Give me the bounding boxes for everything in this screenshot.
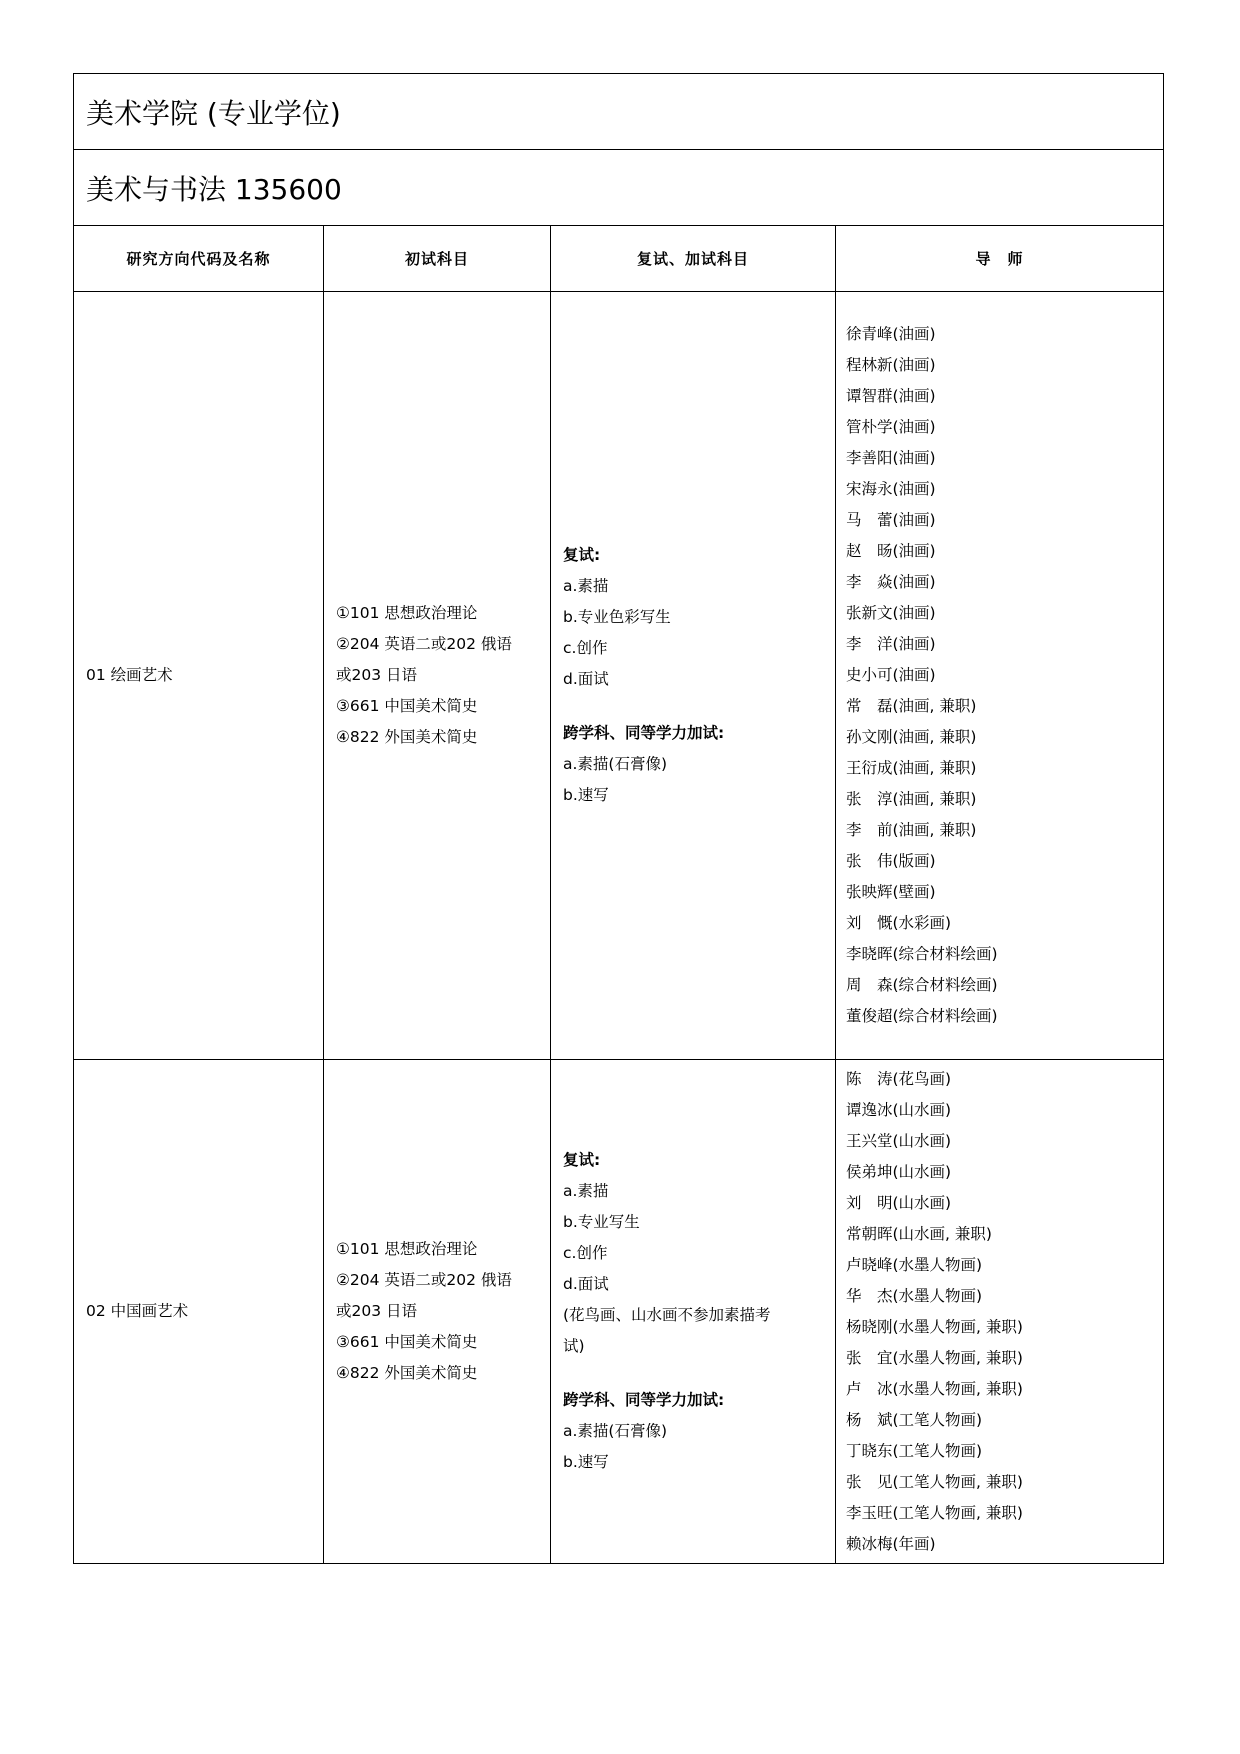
tutor-item: 周 森(综合材料绘画): [846, 976, 998, 994]
extra-item: a.素描(石膏像): [563, 755, 668, 773]
tutor-item: 陈 涛(花鸟画): [846, 1069, 952, 1088]
exam-cell: [324, 1060, 551, 1564]
tutor-item: 张映辉(壁画): [846, 883, 936, 901]
tutor-item: 史小可(油画): [846, 666, 936, 684]
retest-item: d.面试: [563, 1275, 609, 1293]
direction-cell: [74, 1060, 324, 1564]
retest-title: 复试:: [563, 1151, 601, 1169]
retest-list: [563, 571, 823, 695]
extra-title: 跨学科、同等学力加试:: [563, 1391, 725, 1409]
exam-item: ①101 思想政治理论: [336, 1240, 478, 1258]
tutor-item: 李善阳(油画): [846, 449, 936, 467]
exam-item: ③661 中国美术简史: [336, 1333, 478, 1351]
column-header-row: [74, 226, 1164, 292]
extra-item: b.速写: [563, 1453, 609, 1471]
tutor-cell: [836, 292, 1164, 1060]
exam-item: ②204 英语二或202 俄语: [336, 635, 512, 653]
tutor-item: 刘 明(山水画): [846, 1193, 952, 1212]
column-header-exam: 初试科目: [324, 226, 551, 292]
tutor-item: 李晓晖(综合材料绘画): [846, 945, 998, 963]
tutor-item: 宋海永(油画): [846, 480, 936, 498]
extra-item: b.速写: [563, 786, 609, 804]
retest-item: b.专业色彩写生: [563, 608, 671, 626]
exam-item: 或203 日语: [336, 1302, 418, 1320]
tutor-item: 孙文刚(油画, 兼职): [846, 728, 977, 746]
tutor-item: 谭逸冰(山水画): [846, 1100, 952, 1119]
column-header-direction: 研究方向代码及名称: [74, 226, 324, 292]
retest-cell: [551, 292, 836, 1060]
retest-item: b.专业写生: [563, 1213, 640, 1231]
column-header-retest: 复试、加试科目: [551, 226, 836, 292]
exam-item: ④822 外国美术简史: [336, 1364, 478, 1382]
tutor-item: 张 淳(油画, 兼职): [846, 790, 977, 808]
tutor-item: 华 杰(水墨人物画): [846, 1286, 983, 1305]
retest-item: a.素描: [563, 1182, 609, 1200]
tutor-item: 程林新(油画): [846, 356, 936, 374]
extra-list: [563, 749, 823, 811]
tutor-item: 张 宜(水墨人物画, 兼职): [846, 1348, 1023, 1367]
table-row: [74, 292, 1164, 1060]
extra-item: a.素描(石膏像): [563, 1422, 668, 1440]
tutor-item: 李 洋(油画): [846, 635, 936, 653]
tutor-item: 杨 斌(工笔人物画): [846, 1410, 983, 1429]
tutor-item: 王衍成(油画, 兼职): [846, 759, 977, 777]
tutor-item: 赵 旸(油画): [846, 542, 936, 560]
retest-item: 试): [563, 1337, 585, 1355]
tutor-item: 王兴堂(山水画): [846, 1131, 952, 1150]
tutor-item: 常 磊(油画, 兼职): [846, 697, 977, 715]
school-title: 美术学院 (专业学位): [74, 74, 1164, 150]
tutor-item: 马 蕾(油画): [846, 511, 936, 529]
exam-item: ②204 英语二或202 俄语: [336, 1271, 512, 1289]
retest-item: c.创作: [563, 1244, 608, 1262]
direction-name: 02 中国画艺术: [86, 1302, 189, 1320]
tutor-item: 杨晓刚(水墨人物画, 兼职): [846, 1317, 1023, 1336]
retest-item: (花鸟画、山水画不参加素描考: [563, 1306, 771, 1324]
tutor-item: 卢 冰(水墨人物画, 兼职): [846, 1379, 1023, 1398]
tutor-cell: [836, 1060, 1164, 1564]
retest-item: a.素描: [563, 577, 609, 595]
tutor-item: 常朝晖(山水画, 兼职): [846, 1224, 992, 1243]
tutor-item: 李 前(油画, 兼职): [846, 821, 977, 839]
tutor-item: 张 伟(版画): [846, 852, 936, 870]
retest-cell: [551, 1060, 836, 1564]
tutor-list: [846, 319, 1151, 1032]
tutor-item: 刘 慨(水彩画): [846, 914, 952, 932]
extra-title: 跨学科、同等学力加试:: [563, 724, 725, 742]
admissions-table: [73, 73, 1164, 1564]
tutor-item: 赖冰梅(年画): [846, 1534, 936, 1553]
retest-title: 复试:: [563, 546, 601, 564]
extra-list: [563, 1416, 823, 1478]
tutor-item: 管朴学(油画): [846, 418, 936, 436]
exam-list: [336, 598, 538, 753]
tutor-item: 董俊超(综合材料绘画): [846, 1007, 998, 1025]
tutor-item: 侯弟坤(山水画): [846, 1162, 952, 1181]
direction-cell: [74, 292, 324, 1060]
tutor-item: 张新文(油画): [846, 604, 936, 622]
table-row: [74, 1060, 1164, 1564]
retest-item: c.创作: [563, 639, 608, 657]
tutor-list: [846, 1064, 1151, 1560]
tutor-item: 丁晓东(工笔人物画): [846, 1441, 983, 1460]
tutor-item: 徐青峰(油画): [846, 325, 936, 343]
column-header-tutor: 导 师: [836, 226, 1164, 292]
exam-item: ①101 思想政治理论: [336, 604, 478, 622]
tutor-item: 李 焱(油画): [846, 573, 936, 591]
exam-list: [336, 1234, 538, 1389]
exam-cell: [324, 292, 551, 1060]
tutor-item: 张 见(工笔人物画, 兼职): [846, 1472, 1023, 1491]
exam-item: ③661 中国美术简史: [336, 697, 478, 715]
direction-name: 01 绘画艺术: [86, 666, 173, 684]
exam-item: ④822 外国美术简史: [336, 728, 478, 746]
tutor-item: 卢晓峰(水墨人物画): [846, 1255, 983, 1274]
tutor-item: 李玉旺(工笔人物画, 兼职): [846, 1503, 1023, 1522]
exam-item: 或203 日语: [336, 666, 418, 684]
retest-item: d.面试: [563, 670, 609, 688]
retest-list: [563, 1176, 823, 1362]
major-title: 美术与书法 135600: [74, 150, 1164, 226]
tutor-item: 谭智群(油画): [846, 387, 936, 405]
